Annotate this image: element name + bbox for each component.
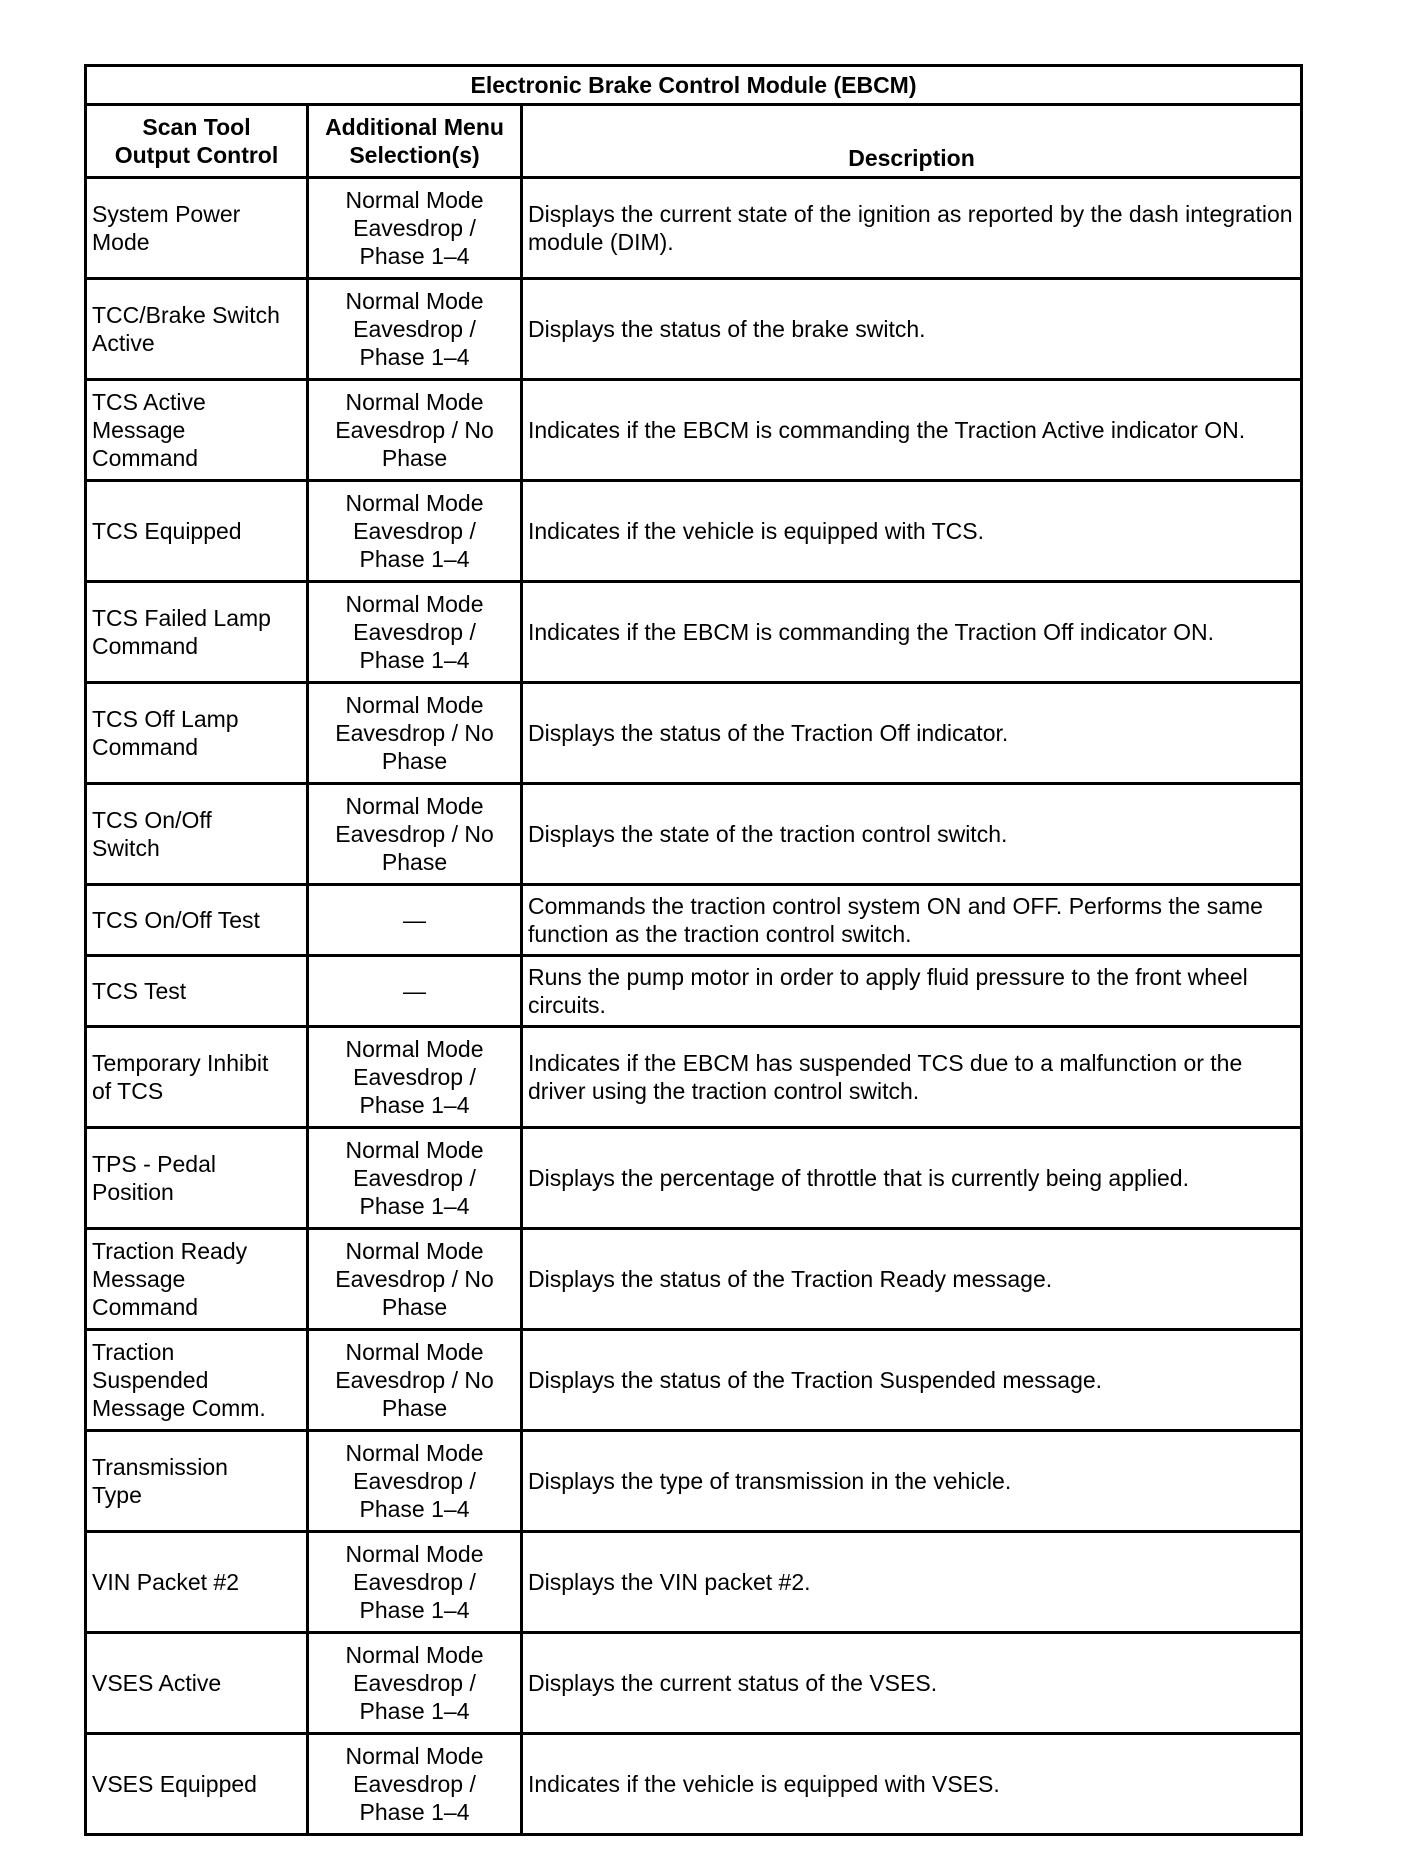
menu-selection-cell: Normal Mode Eavesdrop / Phase 1–4 — [308, 178, 522, 279]
output-control-cell: Temporary Inhibit of TCS — [86, 1027, 308, 1128]
description-cell: Displays the percentage of throttle that is currently being applied. — [522, 1128, 1302, 1229]
menu-selection-cell: Normal Mode Eavesdrop / Phase 1–4 — [308, 582, 522, 683]
output-control-cell: TCS Equipped — [86, 481, 308, 582]
output-control-cell: VSES Equipped — [86, 1734, 308, 1835]
table-body — [86, 178, 1302, 1835]
menu-selection-cell: Normal Mode Eavesdrop / Phase 1–4 — [308, 1633, 522, 1734]
menu-selection-cell: Normal Mode Eavesdrop / No Phase — [308, 1330, 522, 1431]
output-control-cell: System Power Mode — [86, 178, 308, 279]
menu-selection-cell: — — [308, 885, 522, 956]
table-row — [86, 279, 1302, 380]
table-row — [86, 1734, 1302, 1835]
description-cell: Displays the VIN packet #2. — [522, 1532, 1302, 1633]
output-control-cell: TCS Failed Lamp Command — [86, 582, 308, 683]
table-row — [86, 1330, 1302, 1431]
ebcm-output-control-table — [84, 64, 1303, 1836]
table-row — [86, 1128, 1302, 1229]
menu-selection-cell: Normal Mode Eavesdrop / Phase 1–4 — [308, 279, 522, 380]
table-row — [86, 1431, 1302, 1532]
header-description: Description — [522, 105, 1302, 178]
output-control-cell: VIN Packet #2 — [86, 1532, 308, 1633]
table-header-row — [86, 105, 1302, 178]
description-cell: Displays the status of the Traction Ready message. — [522, 1229, 1302, 1330]
output-control-cell: Transmission Type — [86, 1431, 308, 1532]
menu-selection-cell: Normal Mode Eavesdrop / Phase 1–4 — [308, 1532, 522, 1633]
description-cell: Displays the status of the Traction Off indicator. — [522, 683, 1302, 784]
table-title: Electronic Brake Control Module (EBCM) — [86, 66, 1302, 105]
table-row — [86, 683, 1302, 784]
description-cell: Commands the traction control system ON and OFF. Performs the same function as the traction control switch. — [522, 885, 1302, 956]
description-cell: Indicates if the vehicle is equipped with TCS. — [522, 481, 1302, 582]
table-row — [86, 380, 1302, 481]
header-scan-tool-output-control: Scan Tool Output Control — [86, 105, 308, 178]
menu-selection-cell: Normal Mode Eavesdrop / No Phase — [308, 380, 522, 481]
table-row — [86, 1027, 1302, 1128]
table-row — [86, 481, 1302, 582]
description-cell: Displays the status of the Traction Suspended message. — [522, 1330, 1302, 1431]
header-additional-menu-selections: Additional Menu Selection(s) — [308, 105, 522, 178]
menu-selection-cell: Normal Mode Eavesdrop / Phase 1–4 — [308, 481, 522, 582]
output-control-cell: VSES Active — [86, 1633, 308, 1734]
description-cell: Displays the current status of the VSES. — [522, 1633, 1302, 1734]
table-title-row — [86, 66, 1302, 105]
description-cell: Indicates if the vehicle is equipped with VSES. — [522, 1734, 1302, 1835]
output-control-cell: TCS Active Message Command — [86, 380, 308, 481]
menu-selection-cell: Normal Mode Eavesdrop / No Phase — [308, 683, 522, 784]
menu-selection-cell: — — [308, 956, 522, 1027]
output-control-cell: TCS Test — [86, 956, 308, 1027]
menu-selection-cell: Normal Mode Eavesdrop / Phase 1–4 — [308, 1128, 522, 1229]
table-row — [86, 956, 1302, 1027]
table-row — [86, 1633, 1302, 1734]
description-cell: Runs the pump motor in order to apply fluid pressure to the front wheel circuits. — [522, 956, 1302, 1027]
output-control-cell: Traction Suspended Message Comm. — [86, 1330, 308, 1431]
table-row — [86, 784, 1302, 885]
table-row — [86, 178, 1302, 279]
menu-selection-cell: Normal Mode Eavesdrop / Phase 1–4 — [308, 1027, 522, 1128]
description-cell: Indicates if the EBCM is commanding the Traction Active indicator ON. — [522, 380, 1302, 481]
description-cell: Indicates if the EBCM has suspended TCS due to a malfunction or the driver using the traction control switch. — [522, 1027, 1302, 1128]
output-control-cell: Traction Ready Message Command — [86, 1229, 308, 1330]
output-control-cell: TCS On/Off Test — [86, 885, 308, 956]
menu-selection-cell: Normal Mode Eavesdrop / Phase 1–4 — [308, 1431, 522, 1532]
menu-selection-cell: Normal Mode Eavesdrop / Phase 1–4 — [308, 1734, 522, 1835]
output-control-cell: TCS Off Lamp Command — [86, 683, 308, 784]
description-cell: Indicates if the EBCM is commanding the Traction Off indicator ON. — [522, 582, 1302, 683]
description-cell: Displays the status of the brake switch. — [522, 279, 1302, 380]
output-control-cell: TCC/Brake Switch Active — [86, 279, 308, 380]
menu-selection-cell: Normal Mode Eavesdrop / No Phase — [308, 784, 522, 885]
menu-selection-cell: Normal Mode Eavesdrop / No Phase — [308, 1229, 522, 1330]
table-row — [86, 582, 1302, 683]
description-cell: Displays the current state of the ignition as reported by the dash integration module (DIM). — [522, 178, 1302, 279]
output-control-cell: TCS On/Off Switch — [86, 784, 308, 885]
table-row — [86, 1532, 1302, 1633]
output-control-cell: TPS - Pedal Position — [86, 1128, 308, 1229]
table-row — [86, 1229, 1302, 1330]
description-cell: Displays the state of the traction control switch. — [522, 784, 1302, 885]
table-row — [86, 885, 1302, 956]
description-cell: Displays the type of transmission in the vehicle. — [522, 1431, 1302, 1532]
